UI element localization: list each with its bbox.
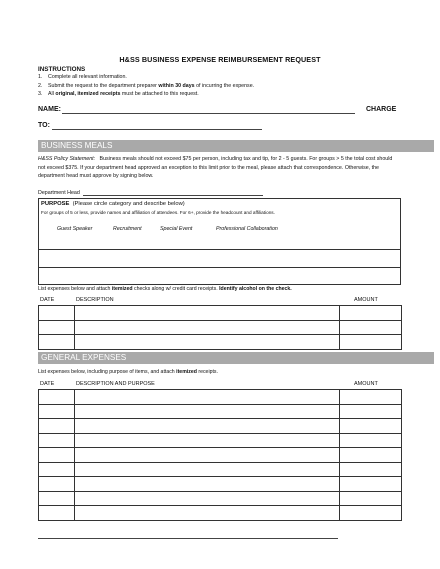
description-cell[interactable]: [75, 477, 340, 492]
to-field[interactable]: [52, 129, 262, 130]
description-cell[interactable]: [75, 419, 340, 434]
description-cell[interactable]: [75, 335, 340, 350]
instruction-text: Complete all relevant information.: [48, 74, 127, 80]
amount-cell[interactable]: [340, 477, 402, 492]
general-list-emphasis: itemized: [176, 369, 197, 375]
table-row: [39, 448, 402, 463]
policy-text: Business meals should not exceed $75 per person, including tax and tip, for 2 - 5 guests. For groups > 5 the total cost should not exceed $375. If your department head approved an exception to this limit prior to the meal, please attach that correspondence. Otherwise, the department head must approve by signing below.: [38, 156, 393, 180]
department-head-label: Department Head: [38, 190, 80, 196]
instruction-text: All: [48, 91, 56, 98]
instruction-item: [38, 82, 254, 91]
department-head-row: [38, 190, 263, 196]
table-row: [39, 335, 402, 350]
description-cell[interactable]: [75, 390, 340, 405]
date-cell[interactable]: [39, 462, 75, 477]
date-cell[interactable]: [39, 491, 75, 506]
meals-expense-table: [38, 305, 402, 350]
table-row: [39, 404, 402, 419]
instruction-item: [38, 73, 254, 82]
date-cell[interactable]: [39, 433, 75, 448]
policy-statement: [38, 155, 398, 181]
table-row: [39, 390, 402, 405]
description-cell[interactable]: [75, 404, 340, 419]
general-expenses-header: GENERAL EXPENSES: [38, 352, 434, 364]
category-professional-collaboration[interactable]: Professional Collaboration: [216, 226, 278, 232]
meals-list-instructions: [38, 286, 292, 292]
to-label: TO:: [38, 122, 50, 129]
date-cell[interactable]: [39, 390, 75, 405]
table-row: [39, 433, 402, 448]
date-cell[interactable]: [39, 477, 75, 492]
date-cell[interactable]: [39, 306, 75, 321]
amount-cell[interactable]: [340, 433, 402, 448]
amount-cell[interactable]: [340, 404, 402, 419]
table-row: [39, 462, 402, 477]
description-cell[interactable]: [75, 506, 340, 521]
amount-cell[interactable]: [340, 462, 402, 477]
date-cell[interactable]: [39, 419, 75, 434]
purpose-line[interactable]: [38, 267, 401, 268]
category-guest-speaker[interactable]: Guest Speaker: [57, 226, 93, 232]
amount-cell[interactable]: [340, 448, 402, 463]
description-cell[interactable]: [75, 433, 340, 448]
instruction-text: of incurring the expense.: [194, 82, 255, 89]
department-head-signature-field[interactable]: [83, 195, 263, 196]
name-label: NAME:: [38, 106, 61, 113]
meals-list-text: List expenses below and attach: [38, 286, 112, 292]
category-recruitment[interactable]: Recruitment: [113, 226, 142, 232]
instruction-text: must be attached to this request.: [120, 91, 199, 98]
meals-col-description: DESCRIPTION: [76, 297, 114, 303]
purpose-title: [41, 201, 185, 207]
description-cell[interactable]: [75, 462, 340, 477]
date-cell[interactable]: [39, 448, 75, 463]
general-col-description: DESCRIPTION AND PURPOSE: [76, 381, 155, 387]
meals-col-date: DATE: [40, 297, 55, 303]
date-cell[interactable]: [39, 320, 75, 335]
table-row: [39, 491, 402, 506]
form-title: H&SS BUSINESS EXPENSE REIMBURSEMENT REQUEST: [119, 55, 321, 64]
policy-label: H&SS Policy Statement:: [38, 156, 96, 162]
meals-list-alcohol-note: Identify alcohol on the check.: [219, 286, 292, 292]
instruction-emphasis: original, itemized receipts: [55, 91, 121, 98]
name-field[interactable]: [62, 113, 355, 114]
instructions-list: [38, 73, 254, 99]
table-row: [39, 320, 402, 335]
instruction-item: [38, 90, 254, 99]
instruction-emphasis: within 30 days: [158, 82, 195, 89]
purpose-label: PURPOSE: [41, 201, 70, 207]
general-list-instructions: [38, 369, 218, 375]
instruction-number: 1.: [38, 74, 43, 80]
charge-label: CHARGE: [366, 106, 397, 113]
purpose-hint: (Please circle category and describe below): [72, 201, 185, 207]
instruction-number: 2.: [38, 82, 43, 89]
purpose-line[interactable]: [38, 249, 401, 250]
amount-cell[interactable]: [340, 306, 402, 321]
instruction-number: 3.: [38, 91, 43, 98]
purpose-instructions: For groups of 5 or less, provide names and affiliation of attendees. For 6+, provide the headcount and affiliations.: [41, 210, 275, 215]
amount-cell[interactable]: [340, 491, 402, 506]
instruction-text: Submit the request to the department preparer: [48, 82, 159, 89]
meals-col-amount: AMOUNT: [354, 297, 378, 303]
description-cell[interactable]: [75, 448, 340, 463]
date-cell[interactable]: [39, 335, 75, 350]
amount-cell[interactable]: [340, 419, 402, 434]
description-cell[interactable]: [75, 491, 340, 506]
amount-cell[interactable]: [340, 335, 402, 350]
general-col-amount: AMOUNT: [354, 381, 378, 387]
date-cell[interactable]: [39, 506, 75, 521]
table-row: [39, 477, 402, 492]
business-meals-header: BUSINESS MEALS: [38, 140, 434, 152]
description-cell[interactable]: [75, 306, 340, 321]
date-cell[interactable]: [39, 404, 75, 419]
table-row: [39, 306, 402, 321]
table-row: [39, 419, 402, 434]
category-special-event[interactable]: Special Event: [160, 226, 193, 232]
general-expense-table: [38, 389, 402, 521]
amount-cell[interactable]: [340, 506, 402, 521]
general-col-date: DATE: [40, 381, 55, 387]
instructions-heading: INSTRUCTIONS: [38, 66, 86, 73]
description-cell[interactable]: [75, 320, 340, 335]
general-list-text: List expenses below, including purpose of items, and attach: [38, 369, 177, 375]
meals-list-emphasis: itemized: [111, 286, 133, 292]
amount-cell[interactable]: [340, 320, 402, 335]
amount-cell[interactable]: [340, 390, 402, 405]
general-list-text: receipts.: [196, 369, 218, 375]
signature-line[interactable]: [38, 538, 338, 539]
meals-list-text: checks along w/ credit card receipts.: [132, 286, 220, 292]
table-row: [39, 506, 402, 521]
